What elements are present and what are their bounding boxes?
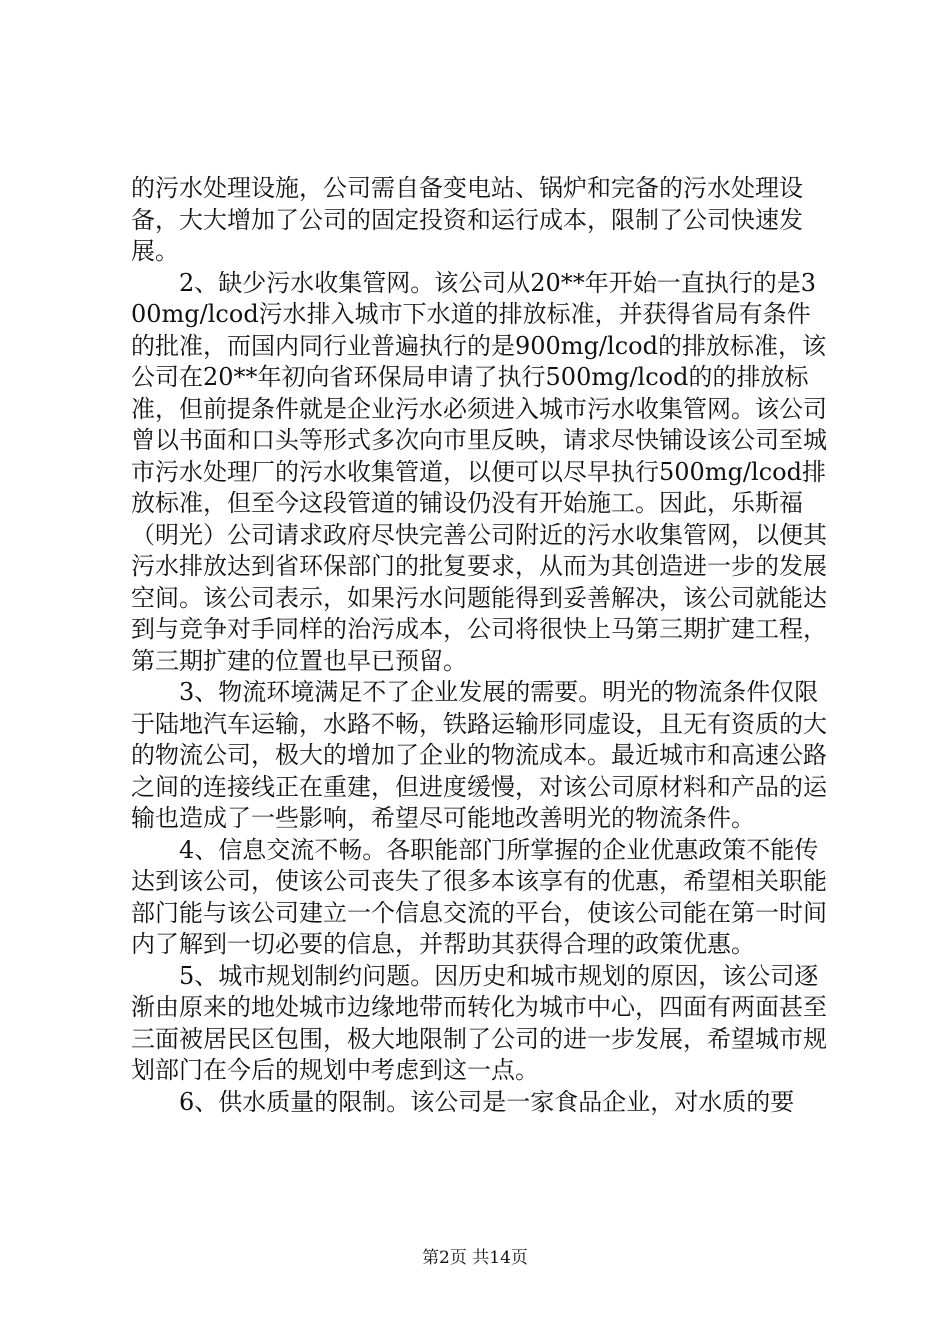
page-footer: 第2页 共14页 — [422, 1248, 528, 1268]
paragraph-item-2: 2、缺少污水收集管网。该公司从20**年开始一直执行的是300mg/lcod污水排入城市下水道的排放标准，并获得省局有条件的批准，而国内同行业普遍执行的是900mg/lcod的排放标准，该公司在20**年初向省环保局申请了执行500mg/lcod的的排放标准，但前提条件就是企业污水必须进入城市污水收集管网。该公司曾以书面和口头等形式多次向市里反映，请求尽快铺设该公司至城市污水处理厂的污水收集管道，以便可以尽早执行500mg/lcod排放标准，但至今这段管道的铺设仍没有开始施工。因此，乐斯福（明光）公司请求政府尽快完善公司附近的污水收集管网，以便其污水排放达到省环保部门的批复要求，从而为其创造进一步的发展空间。该公司表示，如果污水问题能得到妥善解决，该公司就能达到与竞争对手同样的治污成本，公司将很快上马第三期扩建工程，第三期扩建的位置也早已预留。 — [131, 268, 827, 675]
paragraph-item-6: 6、供水质量的限制。该公司是一家食品企业，对水质的要 — [131, 1087, 795, 1116]
paragraph-item-5: 5、城市规划制约问题。因历史和城市规划的原因，该公司逐渐由原来的地处城市边缘地带而转化为城市中心，四面有两面甚至三面被居民区包围，极大地限制了公司的进一步发展，希望城市规划部门在今后的规划中考虑到这一点。 — [131, 961, 827, 1084]
paragraph-item-4: 4、信息交流不畅。各职能部门所掌握的企业优惠政策不能传达到该公司，使该公司丧失了很多本该享有的优惠，希望相关职能部门能与该公司建立一个信息交流的平台，使该公司能在第一时间内了解到一切必要的信息，并帮助其获得合理的政策优惠。 — [131, 835, 827, 958]
paragraph-continuation: 的污水处理设施，公司需自备变电站、锅炉和完备的污水处理设备，大大增加了公司的固定投资和运行成本，限制了公司快速发展。 — [131, 174, 803, 265]
paragraph-item-3: 3、物流环境满足不了企业发展的需要。明光的物流条件仅限于陆地汽车运输，水路不畅，铁路运输形同虚设，且无有资质的大的物流公司，极大的增加了企业的物流成本。最近城市和高速公路之间的连接线正在重建，但进度缓慢，对该公司原材料和产品的运输也造成了一些影响，希望尽可能地改善明光的物流条件。 — [131, 678, 827, 832]
document-body — [131, 173, 831, 1118]
